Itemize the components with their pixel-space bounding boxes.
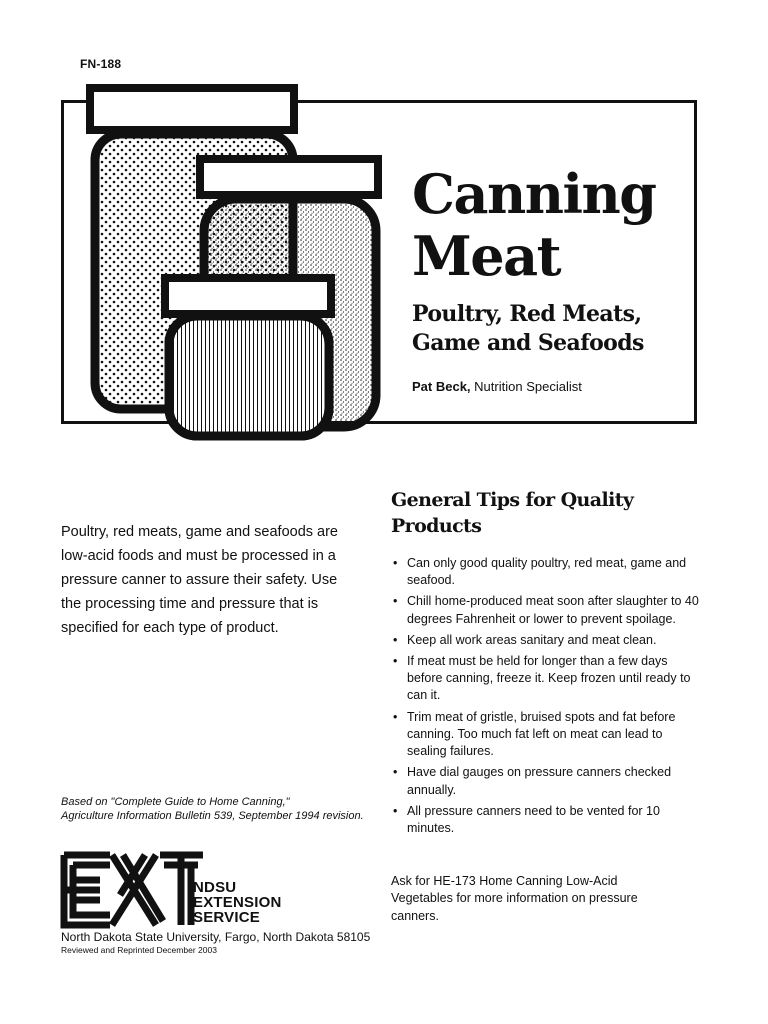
reprint-note: Reviewed and Reprinted December 2003: [61, 945, 217, 955]
wordmark-line-2: EXTENSION: [193, 894, 282, 911]
ndsu-extension-wordmark: [193, 880, 281, 925]
tip-item: • Have dial gauges on pressure canners checked annually.: [391, 764, 701, 799]
author-credit: [412, 379, 582, 394]
author-role: Nutrition Specialist: [474, 379, 582, 394]
tip-item: • All pressure canners need to be vented for 10 minutes.: [391, 803, 701, 838]
wordmark-line-1: NDSU: [193, 879, 237, 896]
subtitle-line-2: Game and Seafoods: [412, 330, 644, 356]
tips-heading: General Tips for Quality Products: [391, 489, 634, 537]
source-note-line-2: Agriculture Information Bulletin 539, September 1994 revision.: [61, 810, 364, 822]
source-note: [61, 795, 391, 823]
tip-item: • Keep all work areas sanitary and meat clean.: [391, 632, 701, 649]
tips-list: [391, 555, 701, 841]
subtitle-line-1: Poultry, Red Meats,: [412, 301, 642, 327]
small-jar: [165, 278, 331, 436]
tip-item: • Trim meat of gristle, bruised spots and fat before canning. Too much fat left on meat can lead to sealing failures.: [391, 709, 701, 761]
tip-item: • Chill home-produced meat soon after slaughter to 40 degrees Fahrenheit or lower to prevent spoilage.: [391, 593, 701, 628]
tip-item: • If meat must be held for longer than a few days before canning, freeze it. Keep frozen until ready to can it.: [391, 653, 701, 705]
author-name: Pat Beck,: [412, 379, 471, 394]
address: North Dakota State University, Fargo, North Dakota 58105: [61, 930, 371, 944]
tip-item: • Can only good quality poultry, red meat, game and seafood.: [391, 555, 701, 590]
title-line-2: Meat: [412, 224, 561, 288]
canning-jars-illustration: [80, 84, 400, 444]
source-note-line-1: Based on "Complete Guide to Home Canning,": [61, 796, 290, 808]
title-line-1: Canning: [412, 162, 656, 226]
wordmark-line-3: SERVICE: [193, 909, 260, 926]
intro-paragraph: Poultry, red meats, game and seafoods are low-acid foods and must be processed in a pressure canner to assure their safety. Use the processing time and pressure that is specified for each type of product.: [61, 524, 338, 636]
page-title: [412, 163, 702, 287]
document-code: FN-188: [80, 57, 122, 71]
ask-note: Ask for HE-173 Home Canning Low-Acid Vegetables for more information on pressure canners.: [391, 874, 638, 923]
subtitle: [412, 300, 692, 358]
